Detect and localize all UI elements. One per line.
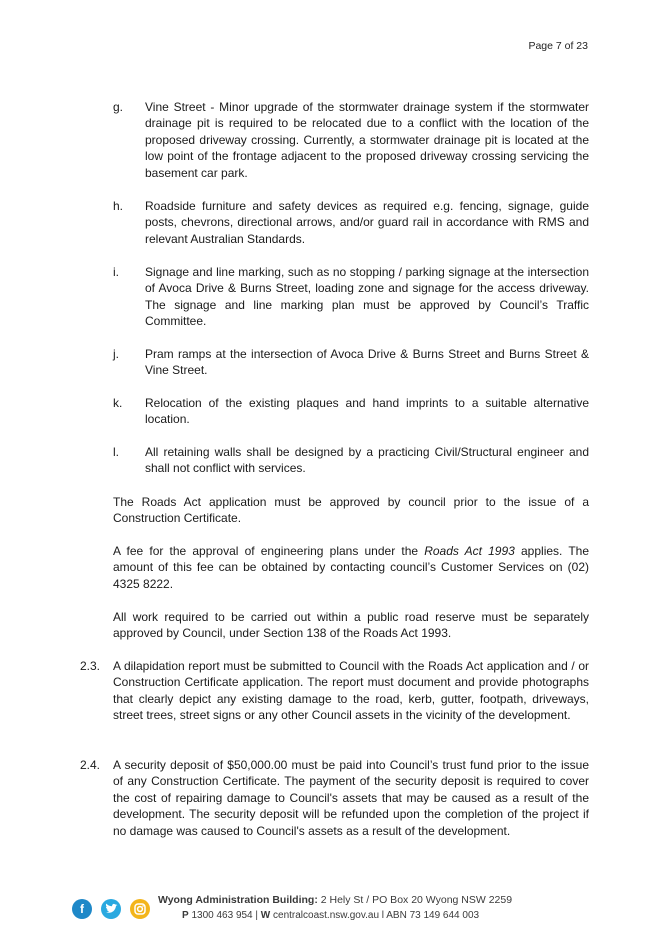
- footer-web: centralcoast.nsw.gov.au l ABN 73 149 644 003: [270, 910, 480, 921]
- footer-address-text: 2 Hely St / PO Box 20 Wyong NSW 2259: [317, 894, 513, 906]
- list-item-text: Pram ramps at the intersection of Avoca Drive & Burns Street and Burns Street & Vine Street.: [145, 347, 589, 378]
- clause-text: A security deposit of $50,000.00 must be paid into Council’s trust fund prior to the issue of any Construction Certificate. The payment of the security deposit is required to cover the cost of repairing damage to Council's assets that may be caused as a result of the development. The security deposit will be refunded upon the completion of the project if no damage was caused to Council's assets as a result of the development.: [113, 758, 589, 838]
- list-item-letter: i.: [113, 265, 119, 279]
- clause-number: 2.3.: [80, 659, 101, 673]
- clause-2-4: [80, 757, 589, 839]
- list-item-g: [113, 99, 589, 181]
- facebook-icon[interactable]: f: [72, 899, 92, 919]
- paragraph-roads-act-approval: The Roads Act application must be approved by council prior to the issue of a Construction Certificate.: [113, 495, 589, 526]
- twitter-icon[interactable]: [101, 899, 121, 919]
- paragraph-fee: [113, 543, 589, 592]
- list-item-text: Roadside furniture and safety devices as required e.g. fencing, signage, guide posts, chevrons, directional arrows, and/or guard rail in accordance with RMS and relevant Australian Standards.: [145, 199, 589, 246]
- paragraph-public-road: All work required to be carried out within a public road reserve must be separately approved by Council, under Section 138 of the Roads Act 1993.: [113, 610, 589, 641]
- footer-phone: 1300 463 954 |: [188, 910, 261, 921]
- list-item-letter: k.: [113, 396, 123, 410]
- footer-web-label: W: [260, 910, 271, 921]
- list-item-text: Vine Street - Minor upgrade of the stormwater drainage system if the stormwater drainage pit is required to be relocated due to a conflict with the location of the proposed driveway crossing. Currently, a stormwater drainage pit is located at the low point of the frontage adjacent to the proposed driveway crossing servicing the basement car park.: [145, 100, 589, 180]
- page-number: Page 7 of 23: [528, 40, 588, 52]
- clause-text: A dilapidation report must be submitted to Council with the Roads Act application and / or Construction Certificate application. The report must document and provide photographs that clearly depict any existing damage to the road, kerb, gutter, footpath, driveways, street trees, street signs or any other Council assets in the vicinity of the development.: [113, 659, 589, 723]
- list-item-letter: l.: [113, 445, 119, 459]
- footer-phone-label: P: [182, 910, 189, 921]
- page-footer: [72, 893, 592, 927]
- clause-number: 2.4.: [80, 758, 101, 772]
- clause-2-3: [80, 658, 589, 724]
- list-item-letter: g.: [113, 100, 124, 114]
- list-item-l: [113, 444, 589, 477]
- list-item-i: [113, 264, 589, 330]
- list-item-k: [113, 395, 589, 428]
- list-item-letter: h.: [113, 199, 124, 213]
- list-item-text: Relocation of the existing plaques and hand imprints to a suitable alternative location.: [145, 396, 589, 427]
- list-item-text: Signage and line marking, such as no stopping / parking signage at the intersection of Avoca Drive & Burns Street, loading zone and signage for the access driveway. The signage and line marking plan must be approved by Council’s Traffic Committee.: [145, 265, 589, 329]
- instagram-icon[interactable]: [130, 899, 150, 919]
- roads-act-title: Roads Act 1993: [424, 544, 515, 558]
- footer-address: [158, 894, 512, 906]
- paragraph-fee-text: A fee for the approval of engineering plans under the: [113, 544, 425, 558]
- paragraph-fee-text-end: applies. The amount of this fee can be obtained by contacting council’s Customer Services on (02) 4325 8222.: [113, 544, 590, 591]
- list-item-j: [113, 346, 589, 379]
- list-item-text: All retaining walls shall be designed by a practicing Civil/Structural engineer and shall not conflict with services.: [145, 445, 589, 476]
- footer-building-label: Wyong Administration Building:: [158, 894, 318, 906]
- list-item-letter: j.: [113, 347, 119, 361]
- list-item-h: [113, 198, 589, 247]
- footer-contact: [182, 910, 479, 921]
